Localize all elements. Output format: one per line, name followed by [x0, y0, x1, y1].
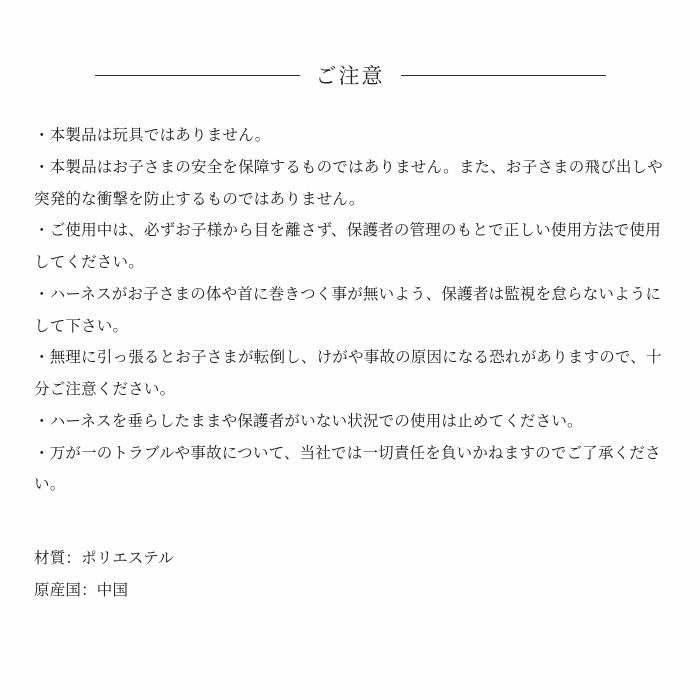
list-item: ・本製品は玩具ではありません。 — [34, 127, 271, 144]
list-item: ・ハーネスを垂らしたままや保護者がいない状況での使用は止めてください。 — [34, 412, 583, 430]
list-item: ・ご使用中は、必ずお子様から目を離さず、保護者の管理のもとで正しい使用方法で使用してください。 — [34, 222, 661, 272]
material-line: 材質：ポリエステル — [34, 550, 174, 568]
specification-block — [32, 543, 668, 607]
page-title: ご注意 — [315, 65, 385, 88]
list-item: ・無理に引っ張るとお子さまが転倒し、けがや事故の原因になる恐れがありますので、十分ご注意ください。 — [34, 349, 662, 399]
heading-rule-right — [401, 75, 606, 76]
list-item: ・万が一のトラブルや事故について、当社では一切責任を負いかねますのでご了承ください。 — [34, 444, 661, 494]
list-item: ・ハーネスがお子さまの体や首に巻きつく事が無いよう、保護者は監視を怠らないようにして下さい。 — [34, 285, 662, 335]
origin-line: 原産国：中国 — [34, 581, 129, 599]
page-heading — [32, 60, 668, 90]
notice-list — [32, 120, 668, 501]
list-item: ・本製品はお子さまの安全を保障するものではありません。また、お子さまの飛び出しや突発的な衝撃を防止するものではありません。 — [34, 158, 663, 208]
heading-rule-left — [95, 75, 300, 76]
